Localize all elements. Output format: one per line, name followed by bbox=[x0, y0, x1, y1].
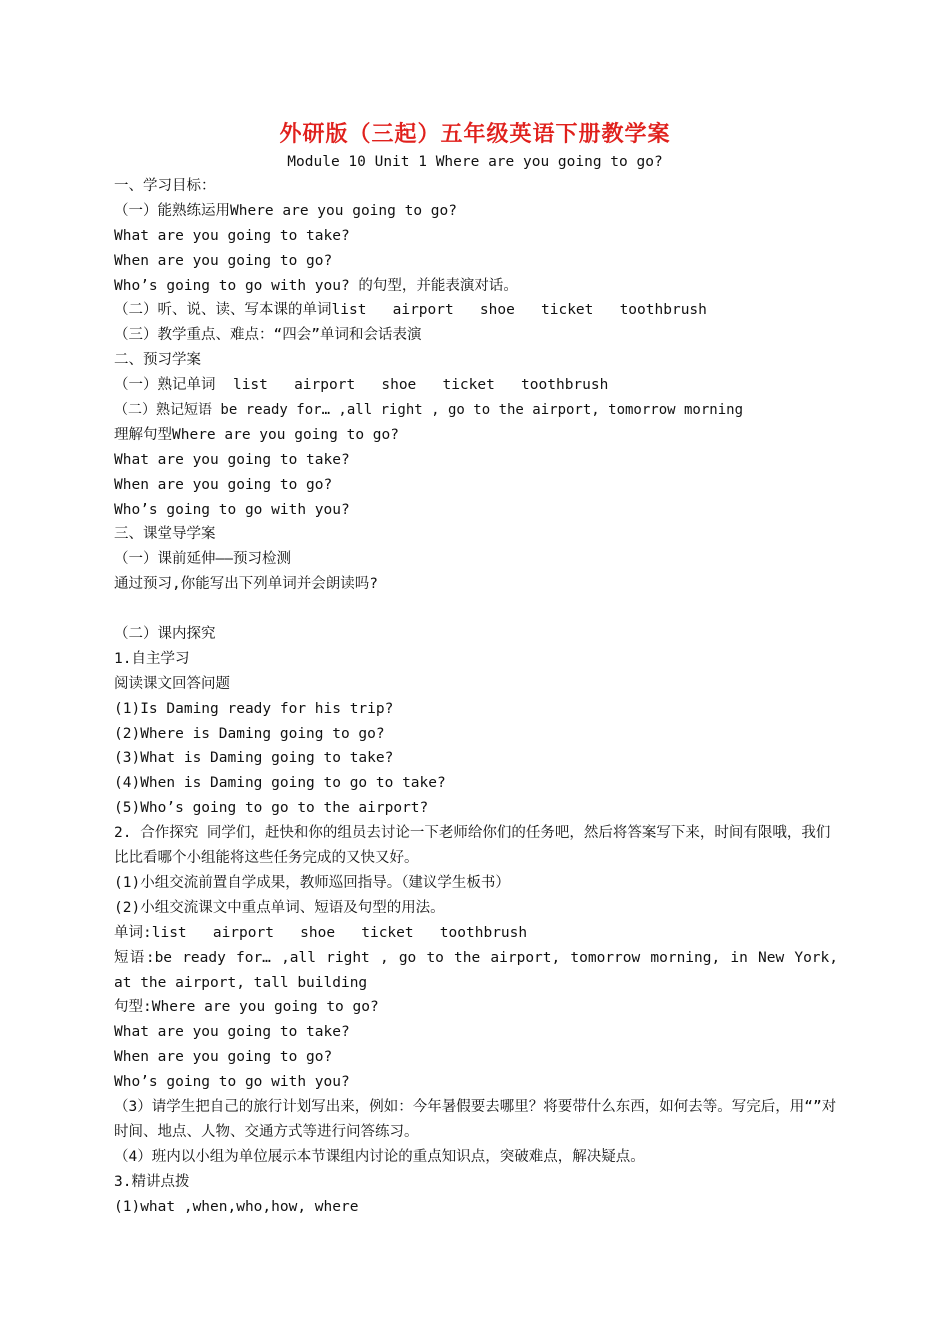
text-line: （4）班内以小组为单位展示本节课组内讨论的重点知识点，突破难点，解决疑点。 bbox=[114, 1148, 645, 1165]
text-line: What are you going to take? bbox=[114, 227, 350, 244]
text-line: Who’s going to go with you? bbox=[114, 501, 350, 518]
text-line: (1)小组交流前置自学成果，教师巡回指导。（建议学生板书） bbox=[114, 874, 510, 891]
text-line: 理解句型Where are you going to go? bbox=[114, 426, 399, 443]
text-line: (1)what ,when,who,how, where bbox=[114, 1198, 359, 1215]
document-body bbox=[114, 174, 838, 1220]
text-line: Who’s going to go with you? bbox=[114, 1074, 350, 1091]
text-line: When are you going to go? bbox=[114, 252, 333, 269]
paragraph-plan: （3）请学生把自己的旅行计划写出来，例如：今年暑假要去哪里？将要带什么东西，如何去等。写完后，用“”对时间、地点、人物、交通方式等进行问答练习。 bbox=[114, 1099, 837, 1140]
text-line: (3)What is Daming going to take? bbox=[114, 750, 394, 767]
text-line: When are you going to go? bbox=[114, 476, 333, 493]
text-line: （二）熟记短语 be ready for… ,all right , go to the airport, tomorrow morning bbox=[114, 402, 744, 419]
text-line: 1.自主学习 bbox=[114, 650, 190, 667]
text-line: 通过预习,你能写出下列单词并会朗读吗? bbox=[114, 576, 378, 593]
text-line: （一）熟记单词 list airport shoe ticket toothbrush bbox=[114, 377, 609, 394]
text-line: Who’s going to go with you? 的句型，并能表演对话。 bbox=[114, 277, 518, 294]
paragraph-cooperate: 2. 合作探究 同学们，赶快和你的组员去讨论一下老师给你们的任务吧，然后将答案写下来，时间有限哦，我们比比看哪个小组能将这些任务完成的又快又好。 bbox=[114, 825, 831, 867]
text-line: (2)Where is Daming going to go? bbox=[114, 725, 385, 742]
text-line: What are you going to take? bbox=[114, 1024, 350, 1041]
text-line: 阅读课文回答问题 bbox=[114, 675, 230, 692]
paragraph-phrases: 短语:be ready for… ,all right , go to the airport, tomorrow morning, in New York, at the airport, tall building bbox=[114, 949, 838, 991]
text-line: (4)When is Daming going to go to take? bbox=[114, 775, 446, 792]
text-line: 二、预习学案 bbox=[114, 352, 201, 369]
document-title: 外研版（三起）五年级英语下册教学案 bbox=[279, 122, 671, 147]
text-line: （三）教学重点、难点：“四会”单词和会话表演 bbox=[114, 327, 422, 344]
text-line: （一）课前延伸——预习检测 bbox=[114, 551, 291, 568]
text-line: 单词:list airport shoe ticket toothbrush bbox=[114, 924, 528, 941]
vocab-row bbox=[114, 597, 838, 622]
text-line: （一）能熟练运用Where are you going to go? bbox=[114, 202, 457, 219]
text-line: What are you going to take? bbox=[114, 451, 350, 468]
text-line: 三、课堂导学案 bbox=[114, 526, 216, 543]
text-line: 一、学习目标： bbox=[114, 178, 216, 194]
document-subtitle: Module 10 Unit 1 Where are you going to go? bbox=[287, 154, 663, 170]
text-line: （二）课内探究 bbox=[114, 626, 216, 643]
text-line: (2)小组交流课文中重点单词、短语及句型的用法。 bbox=[114, 899, 445, 916]
text-line: 3.精讲点拨 bbox=[114, 1173, 190, 1190]
text-line: (1)Is Daming ready for his trip? bbox=[114, 700, 394, 717]
text-line: (5)Who’s going to go to the airport? bbox=[114, 800, 429, 817]
text-line: When are you going to go? bbox=[114, 1049, 333, 1066]
text-line: （二）听、说、读、写本课的单词list airport shoe ticket toothbrush bbox=[114, 302, 707, 319]
text-line: 句型:Where are you going to go? bbox=[114, 999, 379, 1016]
